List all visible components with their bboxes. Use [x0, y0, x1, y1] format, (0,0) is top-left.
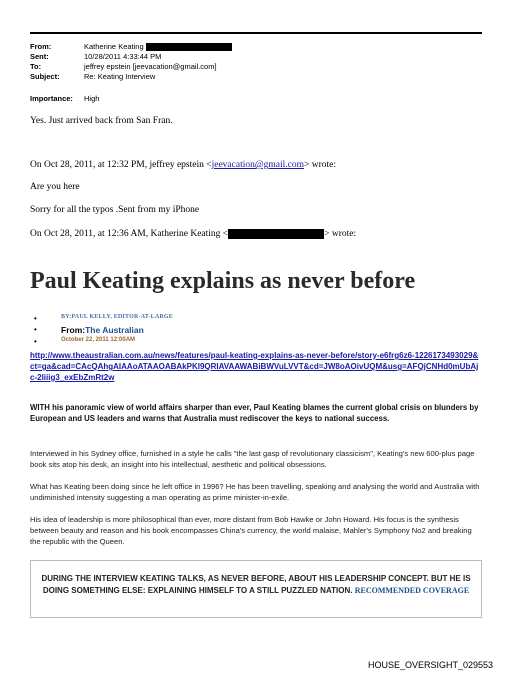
bullet-icon: • [34, 325, 37, 334]
sent-label: Sent: [30, 52, 49, 61]
article-paragraph-2: What has Keating been doing since he left office in 1996? He has been travelling, speaking and analysing the world and Australia with undiminished intensity suggesting a man operating as prime minister-in-exile. [30, 482, 480, 502]
article-paragraph-1: Interviewed in his Sydney office, furnished in a style he calls "the last gasp of revolutionary classicism", Keating's new 600-plus page book sits atop his desk, an insight into his intellectual, aesthetic and political obsessions. [30, 449, 475, 469]
from-label: From: [30, 42, 52, 51]
sorry-text: Sorry for all the typos .Sent from my iPhone [30, 205, 200, 215]
pullquote-box [30, 560, 482, 618]
redaction-bar [146, 43, 232, 51]
bullet-icon: • [34, 314, 37, 323]
to-value: jeffrey epstein [jeevacation@gmail.com] [84, 62, 217, 71]
source-name: The Australian [85, 325, 144, 335]
quote-line-1: On Oct 28, 2011, at 12:32 PM, jeffrey epstein <jeevacation@gmail.com> wrote: [30, 160, 336, 170]
quote-email-link[interactable]: jeevacation@gmail.com [211, 160, 304, 170]
are-you-here-text: Are you here [30, 182, 80, 192]
source-label: From: [61, 325, 86, 335]
article-date: October 22, 2011 12:00AM [61, 337, 136, 343]
importance-value: High [84, 94, 100, 103]
pullquote [41, 573, 471, 597]
header-rule [30, 32, 482, 34]
subject-label: Subject: [30, 72, 60, 81]
sent-value: 10/28/2011 4:33:44 PM [84, 52, 162, 61]
recommended-coverage-link[interactable]: RECOMMENDED COVERAGE [354, 586, 470, 595]
quote-line-2: On Oct 28, 2011, at 12:36 AM, Katherine Keating < > wrote: [30, 229, 357, 240]
importance-label: Importance: [30, 94, 73, 103]
bullet-icon: • [34, 337, 37, 346]
byline: BY:PAUL KELLY, EDITOR-AT-LARGE [61, 314, 173, 320]
to-label: To: [30, 62, 42, 71]
reply-text: Yes. Just arrived back from San Fran. [30, 116, 173, 126]
article-paragraph-3: His idea of leadership is more philosophical than ever, more distant from Bob Hawke or John Howard. His focus is the synthesis between beauty and reason and his book encompasses China's currency, the world malaise, Mahler's Symphony No2 and breaking the republic with the Queen. [30, 515, 472, 546]
pullquote-text: DURING THE INTERVIEW KEATING TALKS, AS NEVER BEFORE, ABOUT HIS LEADERSHIP CONCEPT. BUT HE IS DOING SOMETHING ELSE: EXPLAINING HIMSELF TO A STILL PUZZLED NATION. [41, 574, 471, 595]
article-title: Paul Keating explains as never before [30, 268, 416, 294]
from-value: Katherine Keating [84, 42, 144, 51]
article-url-link[interactable]: http://www.theaustralian.com.au/news/features/paul-keating-explains-as-never-before/story-e6frg6z6-1226173493029&ct=ga&cad=CAcQAhgAIAAoATAAOABAkPKI9QRIAVAAWABiBWVuLVVT&cd=JW8oAOivUQM&usg=AFQjCNHd0mUbAjc-2liiig3_exEbZmRt2w [30, 351, 479, 382]
subject-value: Re: Keating Interview [84, 72, 156, 81]
article-lead: WITH his panoramic view of world affairs sharper than ever, Paul Keating blames the current global crisis on blunders by European and US leaders and warns that Australia must rediscover the keys to national success. [30, 403, 479, 423]
bates-number: HOUSE_OVERSIGHT_029553 [368, 660, 494, 670]
redaction-bar [228, 229, 324, 239]
